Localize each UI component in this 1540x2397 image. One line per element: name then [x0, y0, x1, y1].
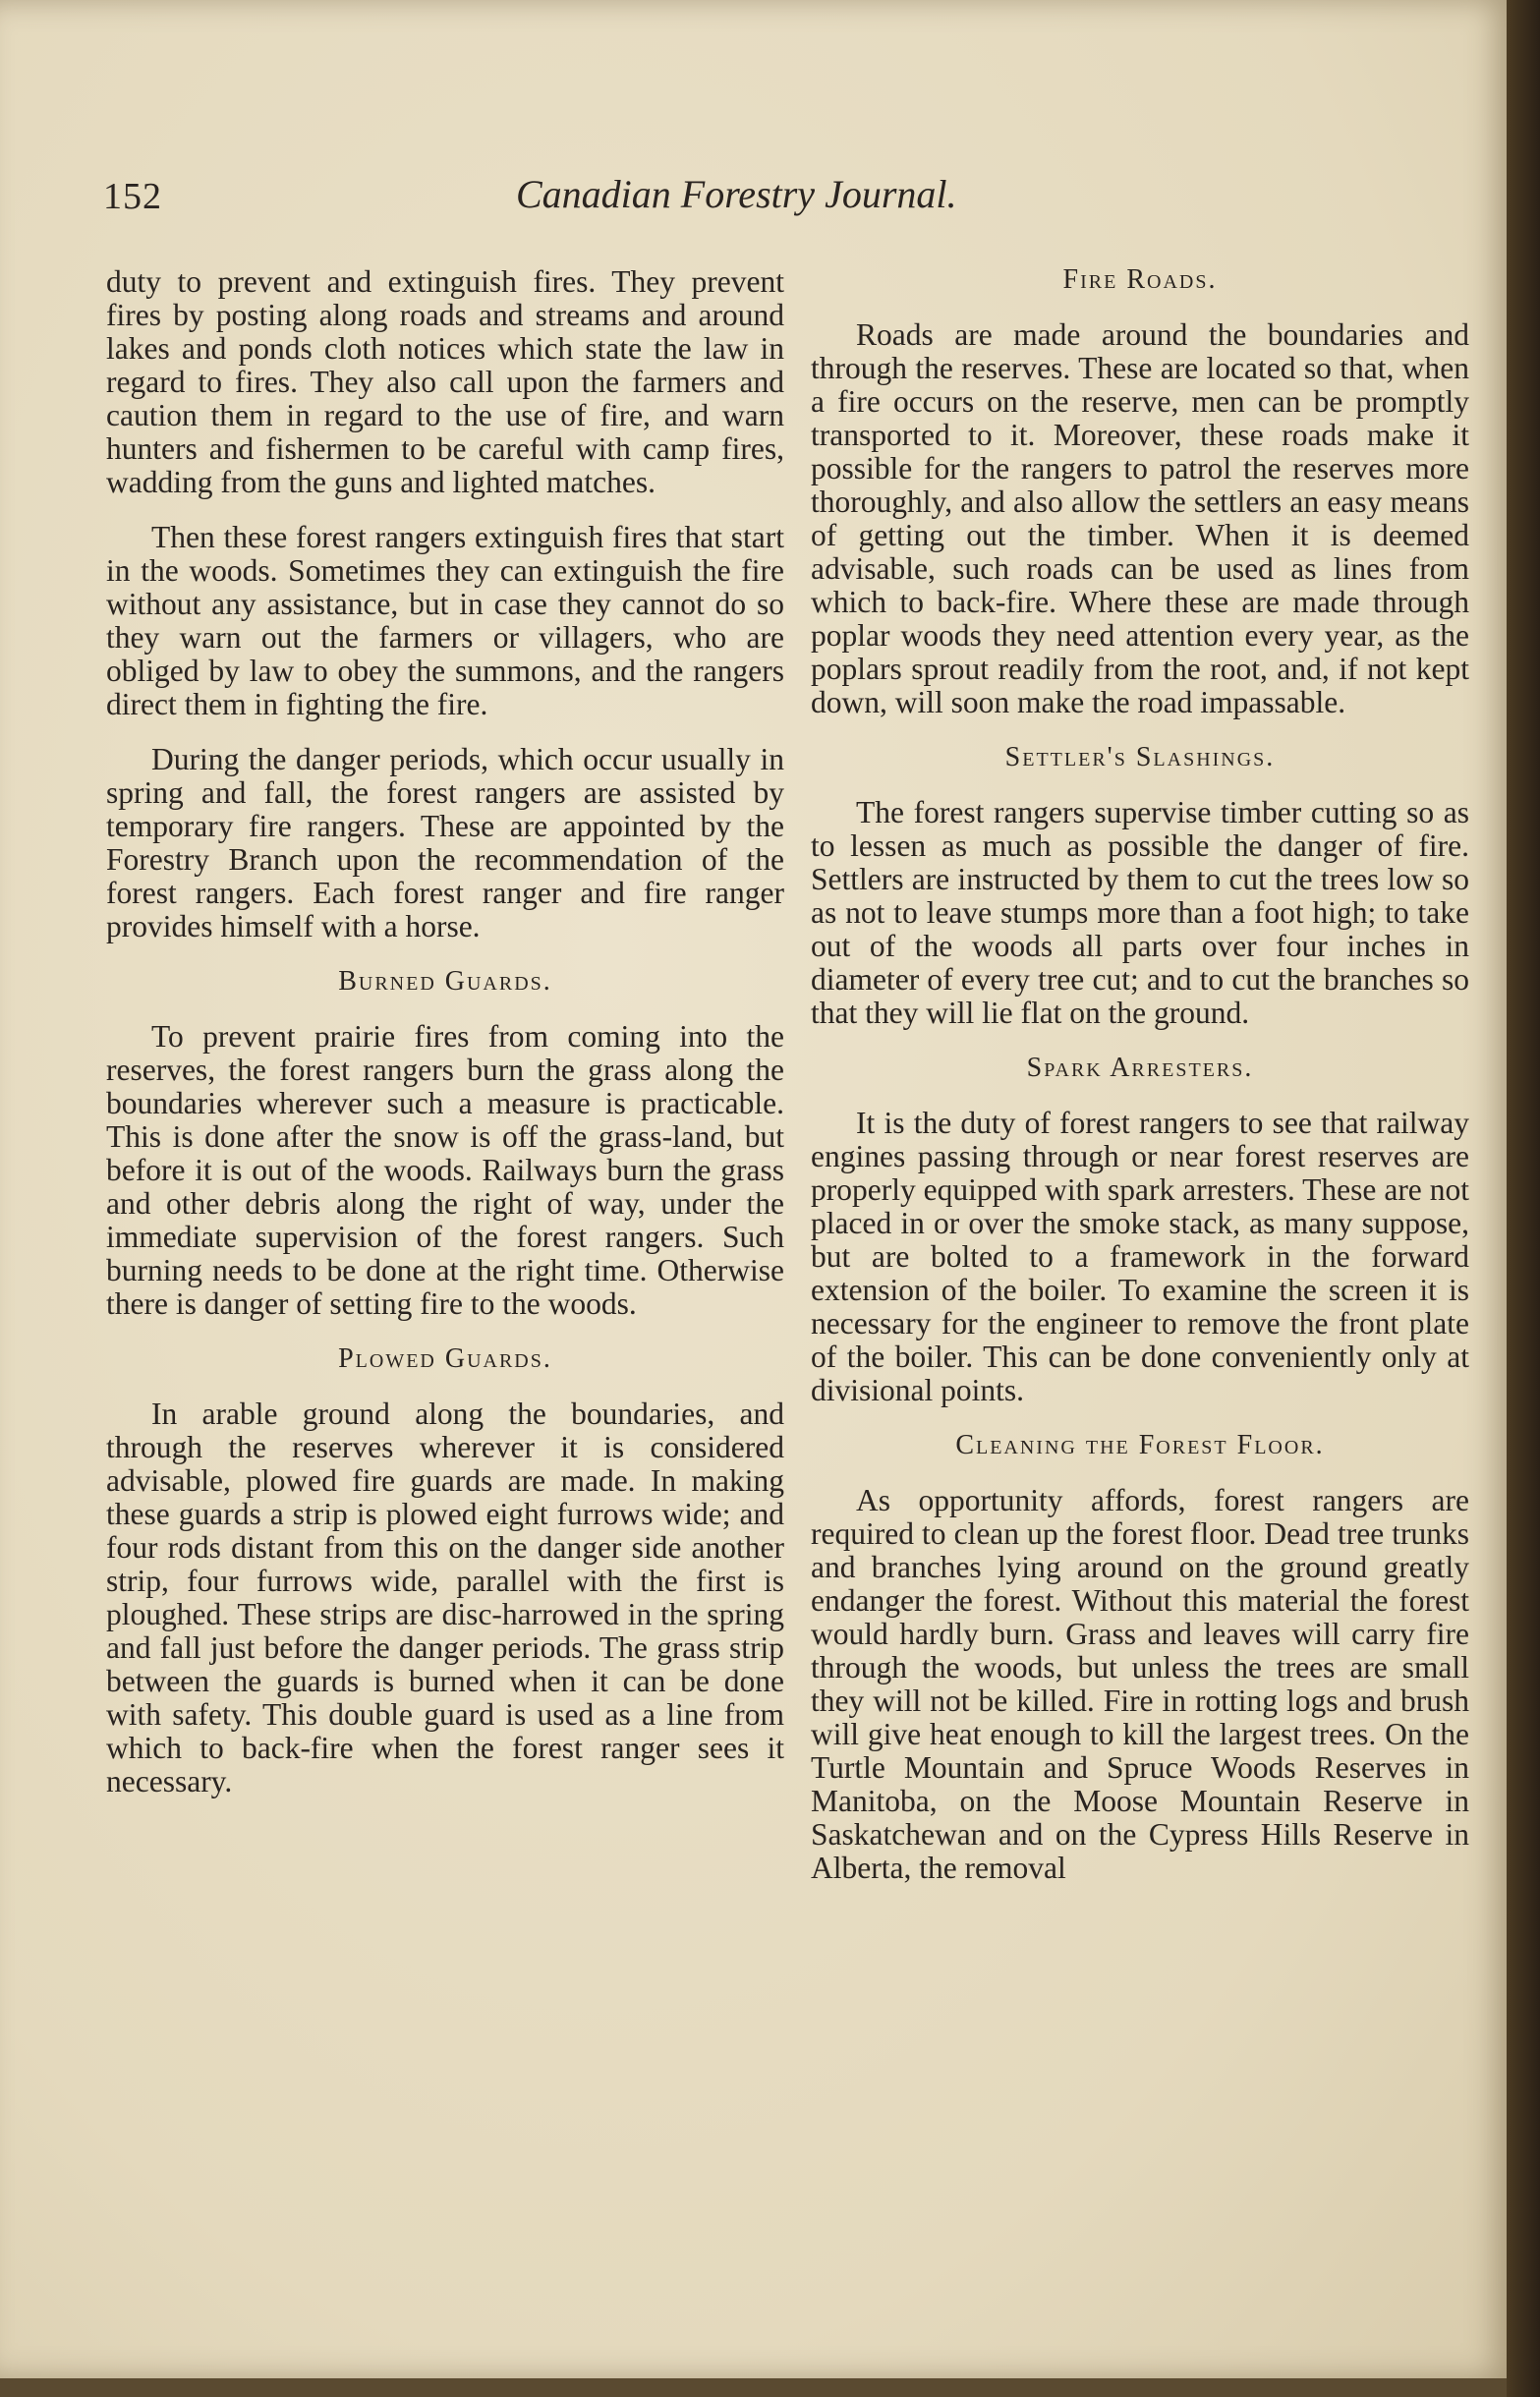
- paragraph: To prevent prairie fires from coming into the reserves, the forest rangers burn the grass along the boundaries wherever such a measure is practicable. This is done after the snow is off the grass-land, but before it is out of the woods. Railways burn the grass and other debris along the right of way, under the immediate supervision of the forest rangers. Such burning needs to be done at the right time. Otherwise there is danger of setting fire to the woods.: [106, 1019, 784, 1321]
- section-heading-plowed-guards: Plowed Guards.: [338, 1343, 552, 1374]
- paragraph: Then these forest rangers extinguish fires that start in the woods. Sometimes they can extinguish the fire without any assistance, but in case they cannot do so they warn out the farmers or villagers, who are obliged by law to obey the summons, and the rangers direct them in fighting the fire.: [106, 520, 784, 721]
- page-header: [103, 172, 1459, 234]
- paragraph: It is the duty of forest rangers to see that railway engines passing through or near forest reserves are properly equipped with spark arresters. These are not placed in or over the smoke stack, as many suppose, but are bolted to a framework in the forward extension of the boiler. To examine the screen it is necessary for the engineer to remove the front plate of the boiler. This can be done conveniently only at divisional points.: [811, 1106, 1469, 1407]
- section-heading-settlers-slashings: Settler's Slashings.: [1004, 742, 1276, 772]
- section-heading-cleaning-forest-floor: Cleaning the Forest Floor.: [955, 1430, 1325, 1460]
- section-heading-burned-guards: Burned Guards.: [338, 966, 552, 997]
- book-spine: [1507, 0, 1540, 2397]
- paragraph: Roads are made around the boundaries and through the reserves. These are located so that, when a fire occurs on the reserve, men can be promptly transported to it. Moreover, these roads make it possible for the rangers to patrol the reserves more thoroughly, and also allow the settlers an easy means of getting out the timber. When it is deemed advisable, such roads can be used as lines from which to back-fire. Where these are made through poplar woods they need attention every year, as the poplars sprout readily from the root, and, if not kept down, will soon make the road impassable.: [811, 317, 1469, 719]
- paragraph: The forest rangers supervise timber cutting so as to lessen as much as possible the danger of fire. Settlers are instructed by them to cut the trees low so as not to leave stumps more than a foot high; to take out of the woods all parts over four inches in diameter of every tree cut; and to cut the branches so that they will lie flat on the ground.: [811, 795, 1469, 1030]
- paragraph: duty to prevent and extinguish fires. They prevent fires by posting along roads and streams and around lakes and ponds cloth notices which state the law in regard to fires. They also call upon the farmers and caution them in regard to the use of fire, and warn hunters and fishermen to be careful with camp fires, wadding from the guns and lighted matches.: [106, 264, 784, 499]
- section-heading-fire-roads: Fire Roads.: [1062, 264, 1218, 295]
- paragraph: As opportunity affords, forest rangers are required to clean up the forest floor. Dead tree trunks and branches lying around on the ground greatly endanger the forest. Without this material the forest would hardly burn. Grass and leaves will carry fire through the woods, but unless the trees are small they will not be killed. Fire in rotting logs and brush will give heat enough to kill the largest trees. On the Turtle Mountain and Spruce Woods Reserves in Manitoba, on the Moose Mountain Reserve in Saskatchewan and on the Cypress Hills Reserve in Alberta, the removal: [811, 1483, 1469, 1885]
- section-heading-spark-arresters: Spark Arresters.: [1026, 1053, 1254, 1083]
- paragraph: In arable ground along the boundaries, and through the reserves wherever it is considered advisable, plowed fire guards are made. In making these guards a strip is plowed eight furrows wide; and four rods distant from this on the danger side another strip, four furrows wide, parallel with the first is ploughed. These strips are disc-harrowed in the spring and fall just before the danger periods. The grass strip between the guards is burned when it can be done with safety. This double guard is used as a line from which to back-fire when the forest ranger sees it necessary.: [106, 1397, 784, 1798]
- paragraph: During the danger periods, which occur usually in spring and fall, the forest rangers are assisted by temporary fire rangers. These are appointed by the Forestry Branch upon the recommendation of the forest rangers. Each forest ranger and fire ranger provides himself with a horse.: [106, 742, 784, 943]
- journal-title: Canadian Forestry Journal.: [516, 172, 957, 216]
- right-column: [811, 263, 1469, 1907]
- page-number: 152: [103, 176, 162, 217]
- left-column: [106, 265, 784, 1820]
